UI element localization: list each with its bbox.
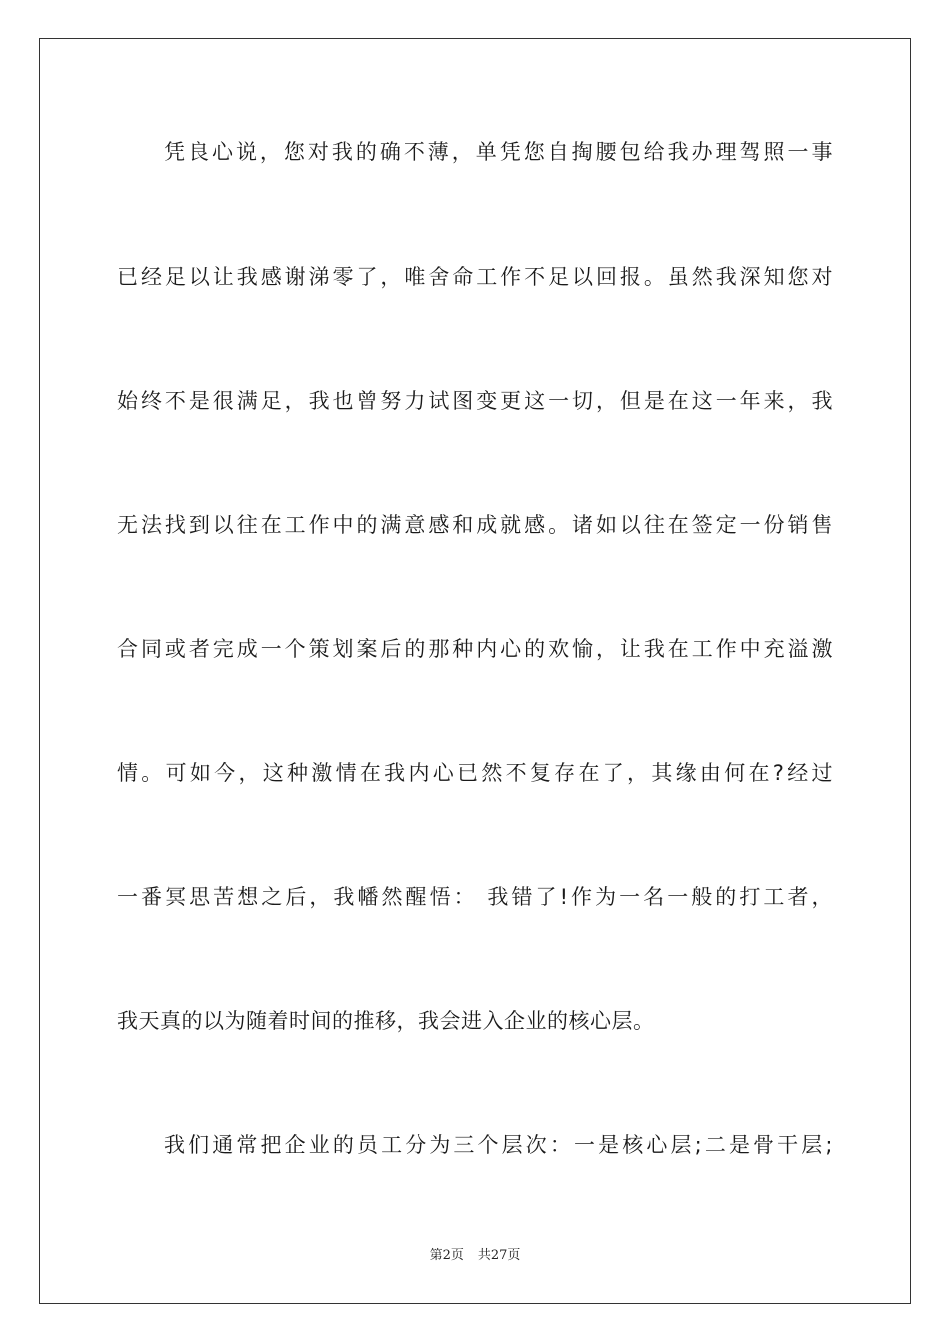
page-number: 第2页 bbox=[429, 1248, 464, 1263]
paragraph-line: 一番冥思苦想之后，我幡然醒悟： 我错了!作为一名一般的打工者， bbox=[117, 885, 833, 909]
paragraph-line: 已经足以让我感谢涕零了，唯舍命工作不足以回报。虽然我深知您对 bbox=[117, 265, 833, 289]
paragraph-line: 情。可如今，这种激情在我内心已然不复存在了，其缘由何在?经过 bbox=[117, 761, 833, 785]
paragraph-line: 我天真的以为随着时间的推移，我会进入企业的核心层。 bbox=[117, 1009, 655, 1033]
page-footer bbox=[0, 1247, 950, 1265]
paragraph-line: 我们通常把企业的员工分为三个层次：一是核心层;二是骨干层; bbox=[164, 1133, 833, 1157]
paragraph-line: 凭良心说，您对我的确不薄，单凭您自掏腰包给我办理驾照一事 bbox=[164, 140, 833, 164]
total-pages: 共27页 bbox=[477, 1248, 521, 1263]
paragraph-line: 无法找到以往在工作中的满意感和成就感。诸如以往在签定一份销售 bbox=[117, 513, 833, 537]
page-border bbox=[39, 38, 911, 1304]
paragraph-line: 合同或者完成一个策划案后的那种内心的欢愉，让我在工作中充溢激 bbox=[117, 637, 833, 661]
paragraph-line: 始终不是很满足，我也曾努力试图变更这一切，但是在这一年来，我 bbox=[117, 389, 833, 413]
